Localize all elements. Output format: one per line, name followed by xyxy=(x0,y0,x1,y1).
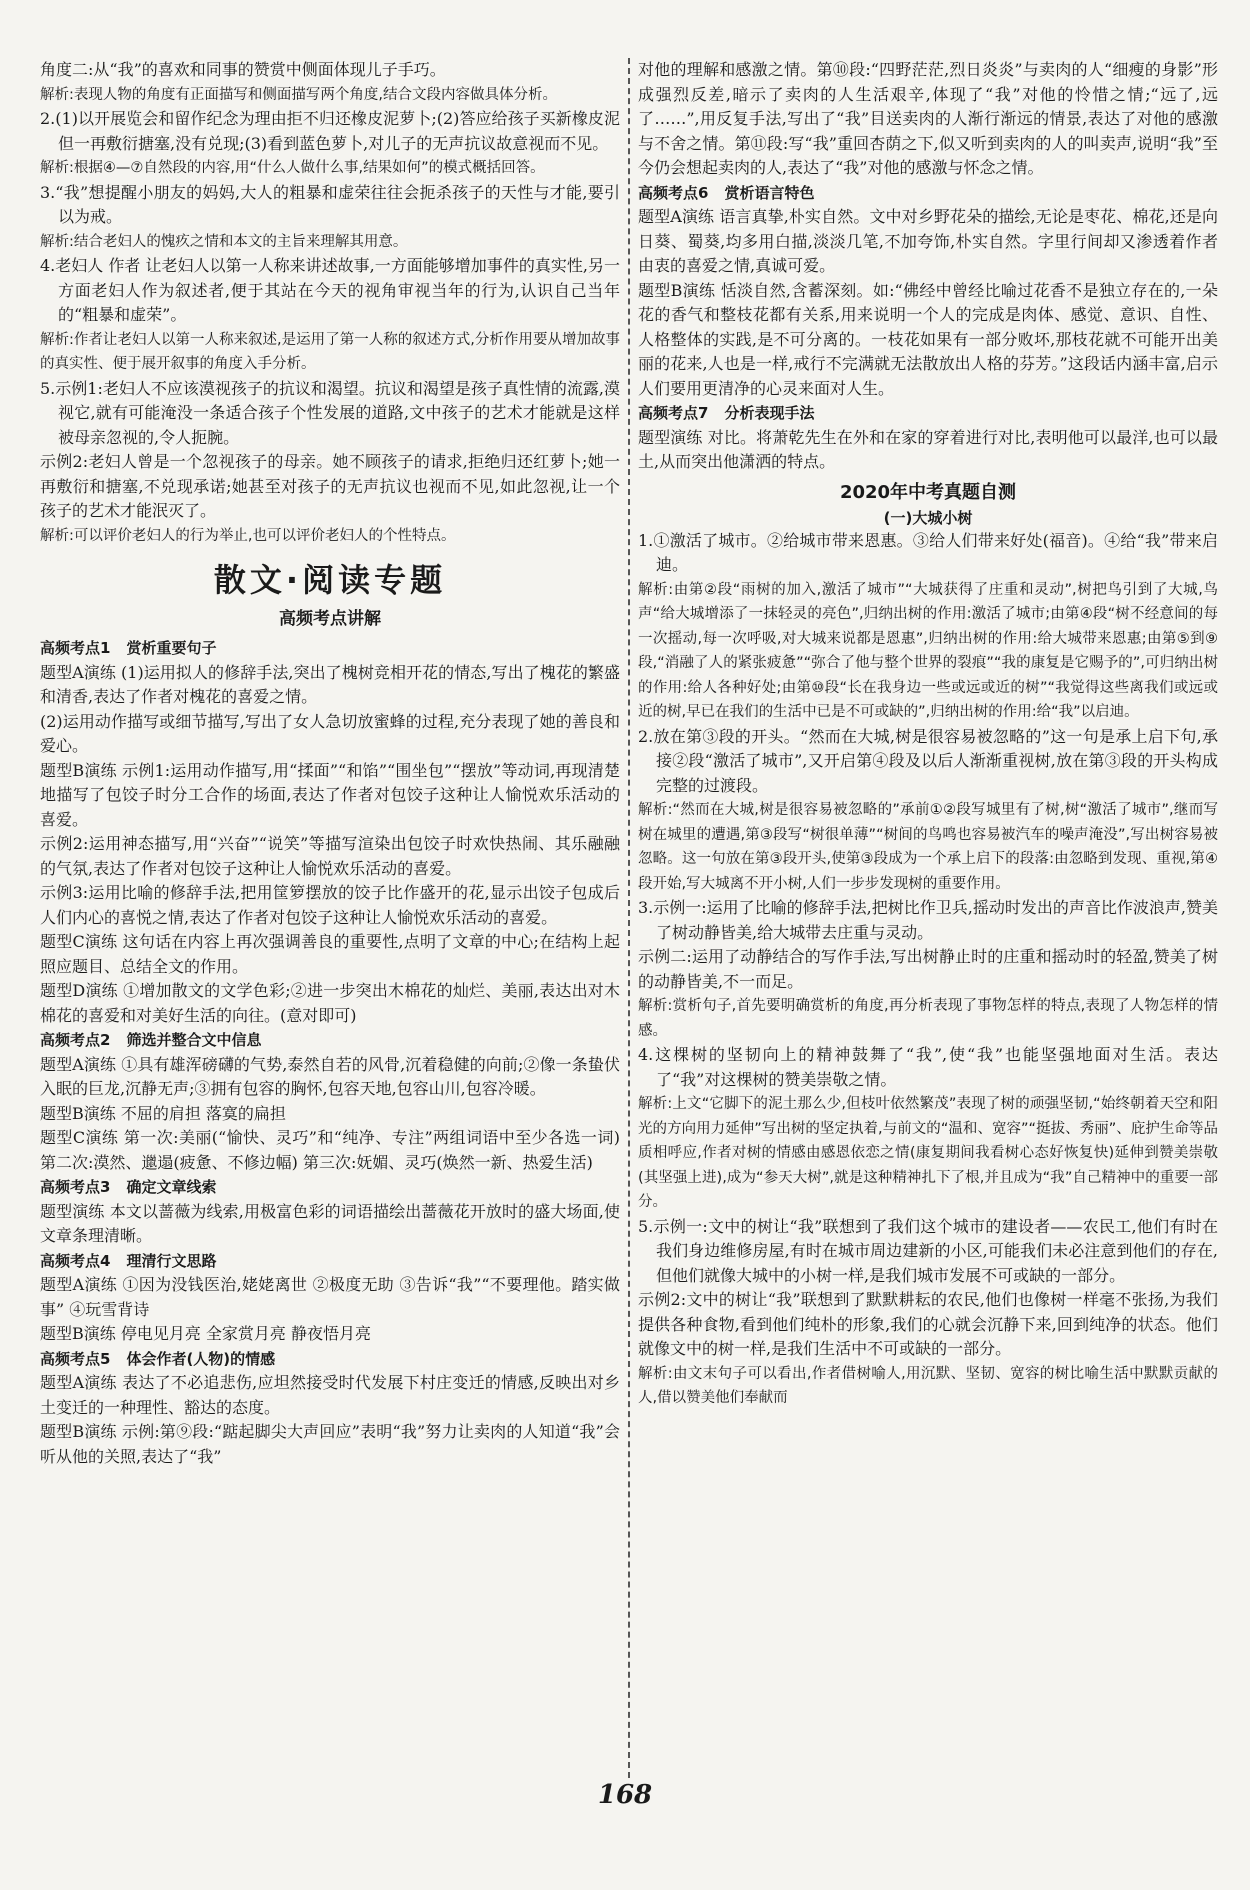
analysis-note: 解析:可以评价老妇人的行为举止,也可以评价老妇人的个性特点。 xyxy=(40,527,456,544)
kd-heading-5 xyxy=(40,1347,620,1372)
drill-answer: 题型C演练 这句话在内容上再次强调善良的重要性,点明了文章的中心;在结构上起照应题目、总结全文的作用。 xyxy=(40,932,620,976)
answer-line: 角度二:从“我”的喜欢和同事的赞赏中侧面体现儿子手巧。 xyxy=(40,60,446,79)
kd-name: 赏析重要句子 xyxy=(126,639,217,657)
kd-label: 高频考点3 xyxy=(40,1178,111,1196)
answer-item: 2.(1)以开展览会和留作纪念为理由拒不归还橡皮泥萝卜;(2)答应给孩子买新橡皮泥但一再敷衍搪塞,没有兑现;(3)看到蓝色萝卜,对儿子的无声抗议故意视而不见。 xyxy=(40,109,620,153)
analysis-note: 解析:“然而在大城,树是很容易被忽略的”承前①②段写城里有了树,树“激活了城市”,继而写树在城里的遭遇,第③段写“树很单薄”“树间的鸟鸣也容易被汽车的噪声淹没”,写出树容易被忽略。这一句放在第③段开头,使第③段成为一个承上启下的段落:由忽略到发现、重视,第④段开始,写大城离不开小树,人们一步步发现树的重要作用。 xyxy=(638,802,1218,892)
right-column xyxy=(638,58,1218,1411)
kd-name: 分析表现手法 xyxy=(724,404,815,422)
kd-name: 筛选并整合文中信息 xyxy=(126,1031,262,1049)
section-subtitle: 高频考点讲解 xyxy=(279,609,381,629)
answer-item: 3.“我”想提醒小朋友的妈妈,大人的粗暴和虚荣往往会扼杀孩子的天性与才能,要引以为戒。 xyxy=(40,182,620,226)
page-number: 168 xyxy=(597,1780,653,1810)
drill-answer: 题型A演练 语言真挚,朴实自然。文中对乡野花朵的描绘,无论是枣花、棉花,还是向日葵、蜀葵,均多用白描,淡淡几笔,不加夸饰,朴实自然。字里行间却又渗透着作者由衷的喜爱之情,真诚可爱。 xyxy=(638,207,1218,275)
kd-heading-7 xyxy=(638,401,1218,426)
kd-label: 高频考点4 xyxy=(40,1251,111,1270)
analysis-note: 解析:赏析句子,首先要明确赏析的角度,再分析表现了事物怎样的特点,表现了人物怎样的情感。 xyxy=(638,998,1218,1039)
analysis-note: 解析:作者让老妇人以第一人称来叙述,是运用了第一人称的叙述方式,分析作用要从增加故事的真实性、便于展开叙事的角度入手分析。 xyxy=(40,331,620,372)
answer-item: 2.放在第③段的开头。“然而在大城,树是很容易被忽略的”这一句是承上启下句,承接②段“激活了城市”,又开启第④段及以后人渐渐重视树,放在第③段的开头构成完整的过渡段。 xyxy=(638,726,1218,795)
exam-title: 2020年中考真题自测 xyxy=(839,481,1017,503)
kd-name: 理清行文思路 xyxy=(126,1251,217,1270)
kd-label: 高频考点5 xyxy=(40,1349,111,1368)
kd-label: 高频考点2 xyxy=(40,1031,111,1049)
kd-heading-3 xyxy=(40,1175,620,1200)
drill-answer: 题型A演练 (1)运用拟人的修辞手法,突出了槐树竞相开花的情态,写出了槐花的繁盛和清香,表达了作者对槐花的喜爱之情。 xyxy=(40,662,620,706)
answer-item: 5.示例一:文中的树让“我”联想到了我们这个城市的建设者——农民工,他们有时在我们身边维修房屋,有时在城市周边建新的小区,可能我们未必注意到他们的存在,但他们就像大城中的小树一样,是我们城市发展不可或缺的一部分。 xyxy=(638,1216,1218,1285)
kd-label: 高频考点6 xyxy=(638,183,709,202)
answer-item: 1.①激活了城市。②给城市带来恩惠。③给人们带来好处(福音)。④给“我”带来启迪。 xyxy=(638,530,1218,574)
drill-answer: 题型演练 本文以蔷薇为线索,用极富色彩的词语描绘出蔷薇花开放时的盛大场面,使文章条理清晰。 xyxy=(40,1201,620,1245)
drill-answer: 题型B演练 示例1:运用动作描写,用“揉面”“和馅”“围坐包”“摆放”等动词,再现清楚地描写了包饺子时分工合作的场面,表达了作者对包饺子这种让人愉悦欢乐活动的喜爱。 xyxy=(40,760,620,829)
analysis-note: 解析:结合老妇人的愧疚之情和本文的主旨来理解其用意。 xyxy=(40,233,408,250)
drill-answer: 题型C演练 第一次:美丽(“愉快、灵巧”和“纯净、专注”两组词语中至少各选一词) 第二次:漠然、邋遢(疲惫、不修边幅) 第三次:妩媚、灵巧(焕然一新、热爱生活) xyxy=(40,1128,620,1172)
drill-answer: 题型A演练 ①因为没钱医治,姥姥离世 ②极度无助 ③告诉“我”“不要理他。踏实做事” ④玩雪背诗 xyxy=(40,1275,620,1319)
answer-item: 4.老妇人 作者 让老妇人以第一人称来讲述故事,一方面能够增加事件的真实性,另一方面老妇人作为叙述者,便于其站在今天的视角审视当年的行为,认识自己当年的“粗暴和虚荣”。 xyxy=(40,256,620,324)
drill-answer: 题型B演练 恬淡自然,含蓄深刻。如:“佛经中曾经比喻过花香不是独立存在的,一朵花的香气和整枝花都有关系,用来说明一个人的完成是肉体、感觉、意识、自性、人格整体的实践,是不可分离的。一枝花如果有一部分败坏,那枝花就不可能开出美丽的花来,人也是一样,戒行不完满就无法散放出人格的芬芳。”这段话内涵丰富,启示人们要用更清净的心灵来面对人生。 xyxy=(638,280,1218,398)
drill-answer-continued: 对他的理解和感激之情。第⑩段:“四野茫茫,烈日炎炎”与卖肉的人“细瘦的身影”形成强烈反差,暗示了卖肉的人生活艰辛,体现了“我”对他的怜惜之情;“远了,远了……”,用反复手法,写出了“我”目送卖肉的人渐行渐远的情景,表达了对他的感激与不舍之情。第⑪段:写“我”重回杏荫之下,似又听到卖肉的人的叫卖声,说明“我”至今仍会想起卖肉的人,表达了“我”对他的感激与怀念之情。 xyxy=(638,60,1218,177)
kd-label: 高频考点1 xyxy=(40,639,111,657)
drill-answer: 示例3:运用比喻的修辞手法,把用筐箩摆放的饺子比作盛开的花,显示出饺子包成后人们内心的喜悦之情,表达了作者对包饺子这种让人愉悦欢乐活动的喜爱。 xyxy=(40,883,620,927)
kd-name: 体会作者(人物)的情感 xyxy=(126,1349,276,1368)
answer-item: 3.示例一:运用了比喻的修辞手法,把树比作卫兵,摇动时发出的声音比作波浪声,赞美了树动静皆美,给大城带去庄重与灵动。 xyxy=(638,898,1218,942)
drill-answer: 题型A演练 表达了不必追悲伤,应坦然接受时代发展下村庄变迁的情感,反映出对乡土变迁的一种理性、豁达的态度。 xyxy=(40,1373,620,1417)
kd-heading-2 xyxy=(40,1028,620,1053)
drill-answer: (2)运用动作描写或细节描写,写出了女人急切放蜜蜂的过程,充分表现了她的善良和爱心。 xyxy=(40,711,620,755)
kd-label: 高频考点7 xyxy=(638,404,709,422)
drill-answer: 题型D演练 ①增加散文的文学色彩;②进一步突出木棉花的灿烂、美丽,表达出对木棉花的喜爱和对美好生活的向往。(意对即可) xyxy=(40,981,620,1025)
drill-answer: 题型B演练 示例:第⑨段:“踮起脚尖大声回应”表明“我”努力让卖肉的人知道“我”会听从他的关照,表达了“我” xyxy=(40,1422,620,1466)
kd-name: 赏析语言特色 xyxy=(724,183,815,202)
kd-heading-4 xyxy=(40,1249,620,1274)
analysis-note: 解析:由文末句子可以看出,作者借树喻人,用沉默、坚韧、宽容的树比喻生活中默默贡献的人,借以赞美他们奉献而 xyxy=(638,1365,1218,1406)
analysis-note: 解析:由第②段“雨树的加入,激活了城市”“大城获得了庄重和灵动”,树把鸟引到了大城,鸟声“给大城增添了一抹轻灵的亮色”,归纳出树的作用:激活了城市;由第④段“树不经意间的每一次摇动,每一次呼吸,对大城来说都是恩惠”,归纳出树的作用:给大城带来恩惠;由第⑤到⑨段,“消融了人的紧张疲惫”“弥合了他与整个世界的裂痕”“我的康复是它赐予的”,可归纳出树的作用:给人各种好处;由第⑩段“长在我身边一些或远或近的树”“我觉得这些离我们或远或近的树,早已在我们的生活中已是不可或缺的”,归纳出树的作用:给“我”以启迪。 xyxy=(638,581,1218,720)
section-title: 散文·阅读专题 xyxy=(213,561,447,599)
column-divider xyxy=(628,58,630,1778)
analysis-note: 解析:根据④—⑦自然段的内容,用“什么人做什么事,结果如何”的模式概括回答。 xyxy=(40,160,545,176)
answer-item: 4.这棵树的坚韧向上的精神鼓舞了“我”,使“我”也能坚强地面对生活。表达了“我”对这棵树的赞美崇敬之情。 xyxy=(638,1045,1218,1089)
drill-answer: 题型B演练 停电见月亮 全家赏月亮 静夜悟月亮 xyxy=(40,1324,372,1343)
exam-subtitle: (一)大城小树 xyxy=(883,508,973,527)
answer-example: 示例2:文中的树让“我”联想到了默默耕耘的农民,他们也像树一样毫不张扬,为我们提供各种食物,看到他们纯朴的形象,我们的心就会沉静下来,回到纯净的状态。他们就像文中的树一样,是我们生活中不可或缺的一部分。 xyxy=(638,1290,1218,1358)
answer-example: 示例二:运用了动静结合的写作手法,写出树静止时的庄重和摇动时的轻盈,赞美了树的动静皆美,不一而足。 xyxy=(638,947,1218,991)
kd-heading-1 xyxy=(40,636,620,661)
left-column xyxy=(40,58,620,1469)
kd-heading-6 xyxy=(638,181,1218,206)
drill-answer: 题型B演练 不屈的肩担 落寞的扁担 xyxy=(40,1103,286,1123)
answer-example: 示例2:老妇人曾是一个忽视孩子的母亲。她不顾孩子的请求,拒绝归还红萝卜;她一再敷衍和搪塞,不兑现承诺;她甚至对孩子的无声抗议也视而不见,如此忽视,让一个孩子的艺术才能泯灭了。 xyxy=(40,452,620,520)
drill-answer: 题型A演练 ①具有雄浑磅礴的气势,泰然自若的风骨,沉着稳健的向前;②像一条蛰伏入眠的巨龙,沉静无声;③拥有包容的胸怀,包容天地,包容山川,包容冷暖。 xyxy=(40,1054,620,1098)
drill-answer: 示例2:运用神态描写,用“兴奋”“说笑”等描写渲染出包饺子时欢快热闹、其乐融融的气氛,表达了作者对包饺子这种让人愉悦欢乐活动的喜爱。 xyxy=(40,834,620,878)
drill-answer: 题型演练 对比。将萧乾先生在外和在家的穿着进行对比,表明他可以最洋,也可以最土,从而突出他潇洒的特点。 xyxy=(638,427,1218,471)
analysis-note: 解析:上文“它脚下的泥土那么少,但枝叶依然繁茂”表现了树的顽强坚韧,“始终朝着天空和阳光的方向用力延伸”写出树的坚定执着,与前文的“温和、宽容”“挺拔、秀丽”、庇护生命等品质相呼应,作者对树的情感由感恩依恋之情(康复期间我看树心态好恢复快)延伸到赞美崇敬(其坚强上进),成为“参天大树”,就是这种精神扎下了根,并且成为“我”自己精神中的重要一部分。 xyxy=(638,1096,1218,1210)
kd-name: 确定文章线索 xyxy=(126,1178,217,1196)
answer-item: 5.示例1:老妇人不应该漠视孩子的抗议和渴望。抗议和渴望是孩子真性情的流露,漠视它,就有可能淹没一条适合孩子个性发展的道路,文中孩子的艺术才能就是这样被母亲忽视的,令人扼腕。 xyxy=(40,378,620,447)
analysis-note: 解析:表现人物的角度有正面描写和侧面描写两个角度,结合文段内容做具体分析。 xyxy=(40,86,557,103)
